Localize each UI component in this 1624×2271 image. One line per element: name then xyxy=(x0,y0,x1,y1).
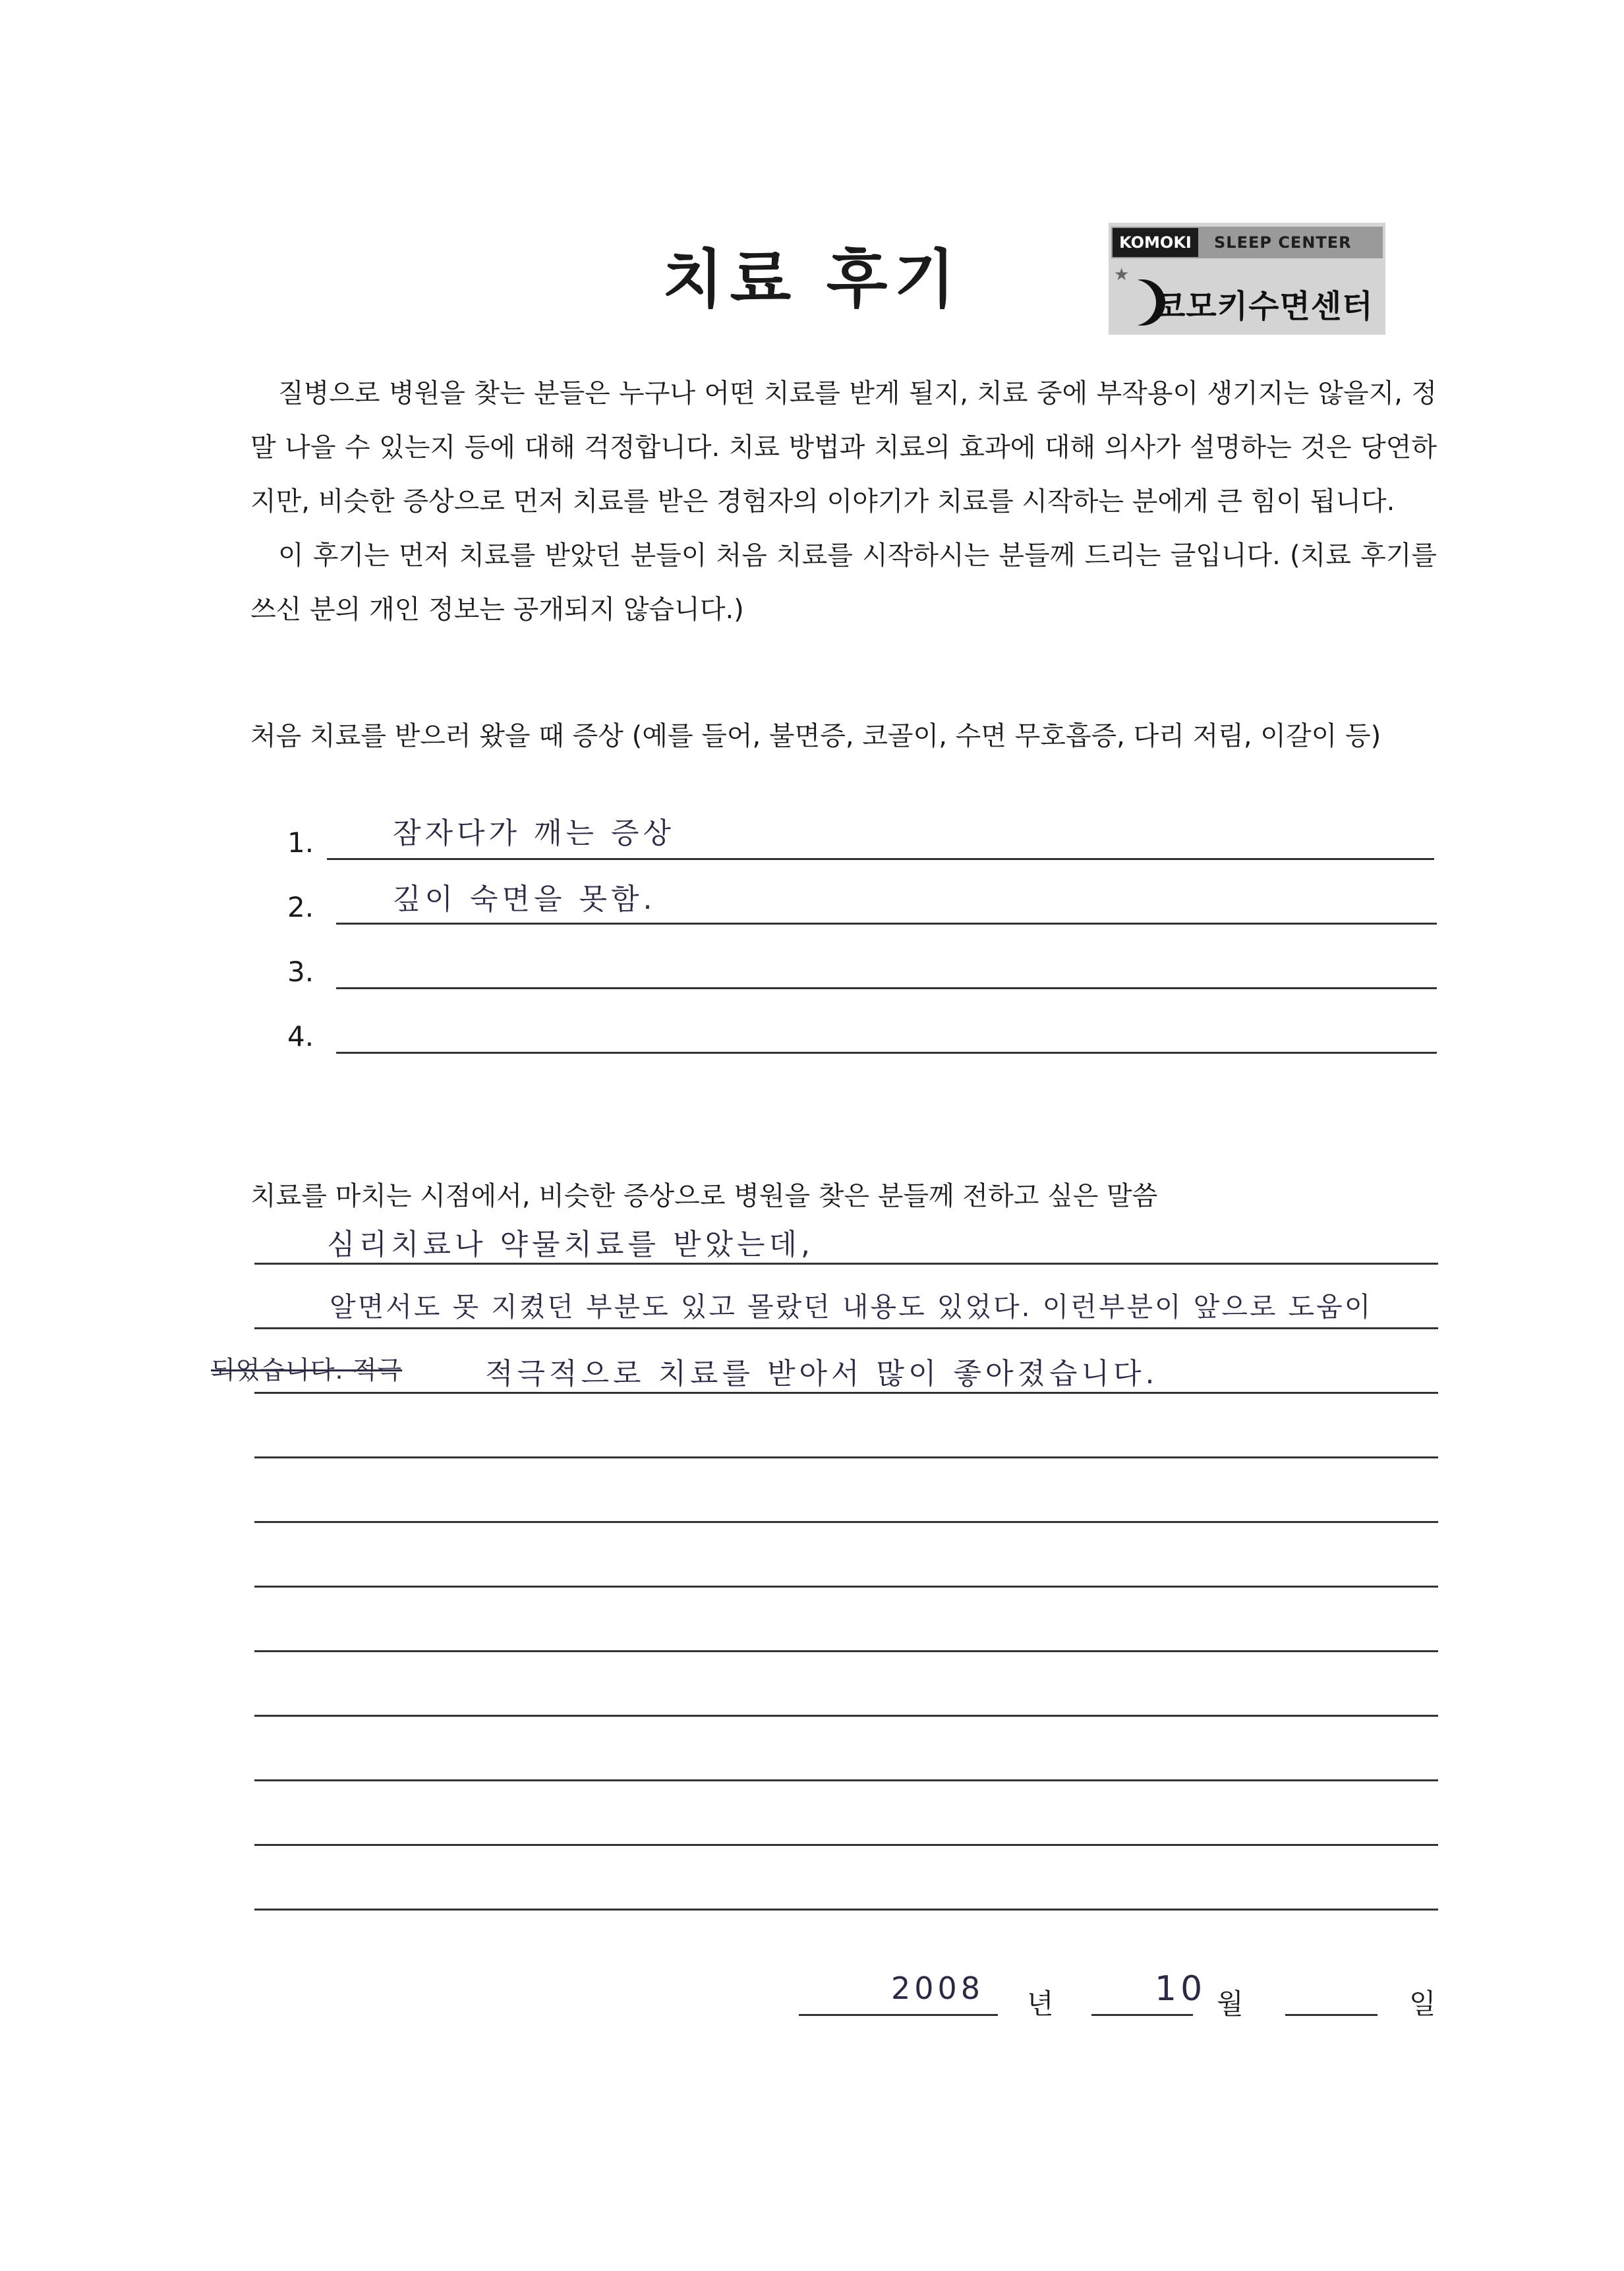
date-day-line xyxy=(1285,2014,1378,2016)
message-rule-5 xyxy=(254,1521,1438,1523)
message-line-2[interactable]: 알면서도 못 지켰던 부분도 있고 몰랐던 내용도 있었다. 이런부분이 앞으로 도움이 xyxy=(330,1291,1373,1323)
symptom-number-3: 3. xyxy=(287,956,314,988)
message-question: 치료를 마치는 시점에서, 비슷한 증상으로 병원을 찾은 분들께 전하고 싶은 말씀 xyxy=(250,1181,1158,1211)
message-line-3[interactable]: 적극적으로 치료를 받아서 많이 좋아졌습니다. xyxy=(485,1357,1159,1391)
date-year-label: 년 xyxy=(1027,1988,1054,2020)
symptoms-question: 처음 치료를 받으러 왔을 때 증상 (예를 들어, 불면증, 코골이, 수면 무호흡증, 다리 저림, 이갈이 등) xyxy=(250,721,1381,751)
message-rule-1 xyxy=(254,1263,1438,1265)
symptom-line-1 xyxy=(327,858,1434,860)
komoki-logo xyxy=(1109,223,1385,335)
message-line-3-struck: 되었습니다. 적극 xyxy=(211,1356,403,1385)
intro-text xyxy=(250,366,1437,637)
message-rule-11 xyxy=(254,1909,1438,1911)
message-rule-6 xyxy=(254,1586,1438,1588)
message-rule-8 xyxy=(254,1715,1438,1717)
message-rule-4 xyxy=(254,1456,1438,1458)
symptom-number-2: 2. xyxy=(287,891,314,923)
date-day-label: 일 xyxy=(1409,1988,1436,2020)
message-rule-3 xyxy=(254,1392,1438,1394)
symptom-number-1: 1. xyxy=(287,826,314,859)
date-month-label: 월 xyxy=(1217,1988,1244,2020)
logo-subtitle: SLEEP CENTER xyxy=(1214,233,1352,252)
logo-name: 코모키수면센터 xyxy=(1155,288,1374,325)
symptom-line-3 xyxy=(336,987,1437,989)
message-rule-2 xyxy=(254,1327,1438,1329)
intro-paragraph-1: 질병으로 병원을 찾는 분들은 누구나 어떤 치료를 받게 될지, 치료 중에 부작용이 생기지는 않을지, 정말 나을 수 있는지 등에 대해 걱정합니다. 치료 방법과 치료의 효과에 대해 의사가 설명하는 것은 당연하지만, 비슷한 증상으로 먼저 치료를 받은 경험자의 이야기가 치료를 시작하는 분에게 큰 힘이 됩니다. xyxy=(250,378,1437,517)
star-icon: ★ xyxy=(1114,265,1130,285)
date-month[interactable]: 10 xyxy=(1155,1969,1207,2009)
symptom-number-4: 4. xyxy=(287,1020,314,1052)
page-title: 치료 후기 xyxy=(662,243,962,316)
message-rule-9 xyxy=(254,1779,1438,1781)
message-rule-7 xyxy=(254,1650,1438,1652)
logo-brand: KOMOKI xyxy=(1113,228,1198,257)
message-rule-10 xyxy=(254,1844,1438,1846)
date-year-line xyxy=(799,2014,998,2016)
symptom-answer-1[interactable]: 잠자다가 깨는 증상 xyxy=(393,817,676,850)
date-year[interactable]: 2008 xyxy=(891,1970,985,2006)
symptom-line-4 xyxy=(336,1052,1437,1054)
message-line-1[interactable]: 심리치료나 약물치료를 받았는데, xyxy=(327,1228,815,1261)
date-month-line xyxy=(1091,2014,1193,2016)
symptom-answer-2[interactable]: 깊이 숙면을 못함. xyxy=(393,882,656,916)
symptom-line-2 xyxy=(336,923,1437,925)
intro-paragraph-2: 이 후기는 먼저 치료를 받았던 분들이 처음 치료를 시작하시는 분들께 드리는 글입니다. (치료 후기를 쓰신 분의 개인 정보는 공개되지 않습니다.) xyxy=(250,540,1437,625)
